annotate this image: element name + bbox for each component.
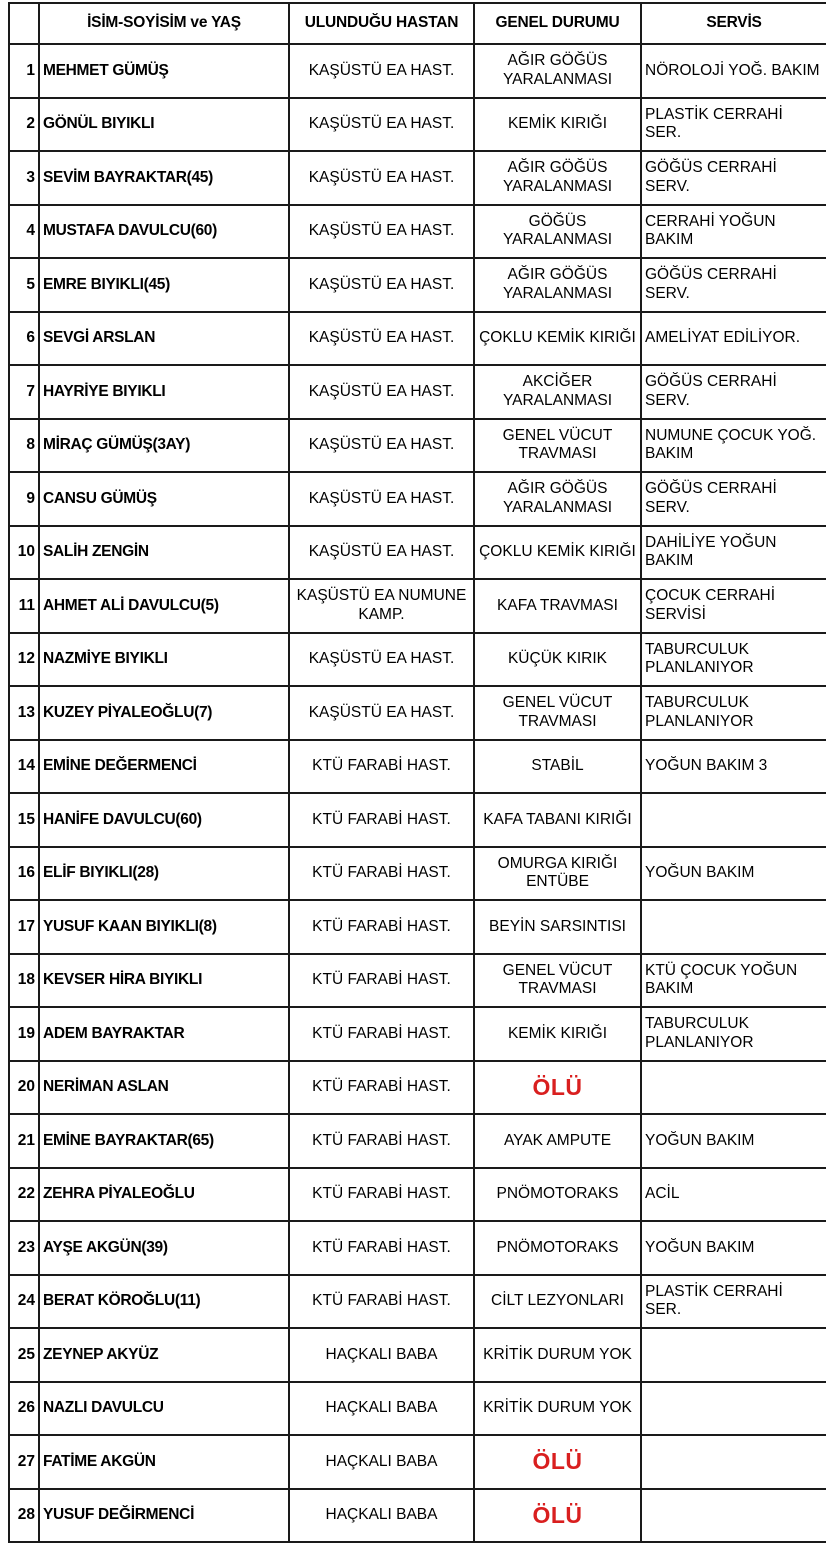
casualty-table — [8, 2, 826, 1543]
row-number: 25 — [9, 1328, 39, 1382]
patient-name: SEVİM BAYRAKTAR(45) — [39, 151, 289, 205]
row-number: 17 — [9, 900, 39, 954]
patient-name: HANİFE DAVULCU(60) — [39, 793, 289, 847]
patient-service: PLASTİK CERRAHİ SER. — [641, 1275, 826, 1329]
patient-service: TABURCULUK PLANLANIYOR — [641, 1007, 826, 1061]
row-number: 1 — [9, 44, 39, 98]
table-row — [9, 579, 826, 633]
table-row — [9, 312, 826, 366]
row-number: 3 — [9, 151, 39, 205]
patient-hospital: KTÜ FARABİ HAST. — [289, 740, 474, 794]
column-header-hospital-label: ULUNDUĞU HASTAN — [304, 14, 459, 32]
table-row — [9, 258, 826, 312]
table-row — [9, 1007, 826, 1061]
patient-service: GÖĞÜS CERRAHİ SERV. — [641, 258, 826, 312]
patient-hospital: KAŞÜSTÜ EA HAST. — [289, 472, 474, 526]
patient-hospital: KAŞÜSTÜ EA HAST. — [289, 365, 474, 419]
table-row — [9, 526, 826, 580]
table-row — [9, 1489, 826, 1543]
table-row — [9, 686, 826, 740]
row-number: 24 — [9, 1275, 39, 1329]
table-row — [9, 1435, 826, 1489]
row-number: 10 — [9, 526, 39, 580]
table-row — [9, 1328, 826, 1382]
table-row — [9, 44, 826, 98]
row-number: 5 — [9, 258, 39, 312]
patient-service: AMELİYAT EDİLİYOR. — [641, 312, 826, 366]
patient-hospital: KTÜ FARABİ HAST. — [289, 847, 474, 901]
patient-hospital: KAŞÜSTÜ EA HAST. — [289, 151, 474, 205]
table-header — [9, 3, 826, 44]
patient-name: EMİNE BAYRAKTAR(65) — [39, 1114, 289, 1168]
patient-condition: KRİTİK DURUM YOK — [474, 1328, 641, 1382]
patient-hospital: KAŞÜSTÜ EA HAST. — [289, 633, 474, 687]
patient-name: MUSTAFA DAVULCU(60) — [39, 205, 289, 259]
patient-condition: GENEL VÜCUT TRAVMASI — [474, 419, 641, 473]
patient-condition: AĞIR GÖĞÜS YARALANMASI — [474, 472, 641, 526]
table-row — [9, 740, 826, 794]
patient-hospital: HAÇKALI BABA — [289, 1382, 474, 1436]
column-header-name: İSİM-SOYİSİM ve YAŞ — [39, 3, 289, 44]
patient-hospital: KTÜ FARABİ HAST. — [289, 793, 474, 847]
row-number: 7 — [9, 365, 39, 419]
table-row — [9, 365, 826, 419]
column-header-service: SERVİS — [641, 3, 826, 44]
row-number: 13 — [9, 686, 39, 740]
patient-condition: AYAK AMPUTE — [474, 1114, 641, 1168]
patient-service — [641, 793, 826, 847]
patient-condition: STABİL — [474, 740, 641, 794]
table-body — [9, 44, 826, 1542]
patient-name: AHMET ALİ DAVULCU(5) — [39, 579, 289, 633]
patient-hospital: HAÇKALI BABA — [289, 1328, 474, 1382]
row-number: 27 — [9, 1435, 39, 1489]
patient-service: NUMUNE ÇOCUK YOĞ. BAKIM — [641, 419, 826, 473]
row-number: 14 — [9, 740, 39, 794]
patient-hospital: KTÜ FARABİ HAST. — [289, 1007, 474, 1061]
patient-condition: GENEL VÜCUT TRAVMASI — [474, 954, 641, 1008]
patient-name: AYŞE AKGÜN(39) — [39, 1221, 289, 1275]
patient-service: PLASTİK CERRAHİ SER. — [641, 98, 826, 152]
row-number: 26 — [9, 1382, 39, 1436]
patient-condition: ÖLÜ — [474, 1435, 641, 1489]
table-row — [9, 1275, 826, 1329]
patient-condition: BEYİN SARSINTISI — [474, 900, 641, 954]
table-row — [9, 847, 826, 901]
table-row — [9, 1114, 826, 1168]
patient-service: YOĞUN BAKIM — [641, 1114, 826, 1168]
patient-service: YOĞUN BAKIM — [641, 1221, 826, 1275]
patient-condition: AĞIR GÖĞÜS YARALANMASI — [474, 151, 641, 205]
row-number: 16 — [9, 847, 39, 901]
patient-hospital: KTÜ FARABİ HAST. — [289, 1275, 474, 1329]
patient-name: MEHMET GÜMÜŞ — [39, 44, 289, 98]
patient-hospital: KAŞÜSTÜ EA HAST. — [289, 44, 474, 98]
patient-service — [641, 1435, 826, 1489]
patient-name: NAZLI DAVULCU — [39, 1382, 289, 1436]
patient-condition: ÇOKLU KEMİK KIRIĞI — [474, 526, 641, 580]
patient-service — [641, 900, 826, 954]
patient-hospital: KTÜ FARABİ HAST. — [289, 1061, 474, 1115]
patient-service: NÖROLOJİ YOĞ. BAKIM — [641, 44, 826, 98]
table-row — [9, 793, 826, 847]
patient-service — [641, 1489, 826, 1543]
patient-name: NERİMAN ASLAN — [39, 1061, 289, 1115]
table-row — [9, 205, 826, 259]
row-number: 8 — [9, 419, 39, 473]
patient-name: HAYRİYE BIYIKLI — [39, 365, 289, 419]
patient-name: SEVGİ ARSLAN — [39, 312, 289, 366]
patient-hospital: KAŞÜSTÜ EA HAST. — [289, 258, 474, 312]
patient-service: TABURCULUK PLANLANIYOR — [641, 686, 826, 740]
row-number: 4 — [9, 205, 39, 259]
patient-condition: ÇOKLU KEMİK KIRIĞI — [474, 312, 641, 366]
patient-service — [641, 1328, 826, 1382]
row-number: 6 — [9, 312, 39, 366]
patient-hospital: KAŞÜSTÜ EA HAST. — [289, 419, 474, 473]
patient-hospital: KTÜ FARABİ HAST. — [289, 1114, 474, 1168]
row-number: 12 — [9, 633, 39, 687]
patient-condition: GENEL VÜCUT TRAVMASI — [474, 686, 641, 740]
patient-name: BERAT KÖROĞLU(11) — [39, 1275, 289, 1329]
table-row — [9, 900, 826, 954]
patient-condition: AĞIR GÖĞÜS YARALANMASI — [474, 44, 641, 98]
patient-condition: OMURGA KIRIĞI ENTÜBE — [474, 847, 641, 901]
patient-hospital: HAÇKALI BABA — [289, 1435, 474, 1489]
patient-hospital: KAŞÜSTÜ EA HAST. — [289, 526, 474, 580]
patient-name: NAZMİYE BIYIKLI — [39, 633, 289, 687]
patient-name: ZEHRA PİYALEOĞLU — [39, 1168, 289, 1222]
row-number: 11 — [9, 579, 39, 633]
patient-service: GÖĞÜS CERRAHİ SERV. — [641, 365, 826, 419]
row-number: 15 — [9, 793, 39, 847]
patient-service: YOĞUN BAKIM — [641, 847, 826, 901]
patient-service: KTÜ ÇOCUK YOĞUN BAKIM — [641, 954, 826, 1008]
table-row — [9, 954, 826, 1008]
row-number: 18 — [9, 954, 39, 1008]
patient-name: KUZEY PİYALEOĞLU(7) — [39, 686, 289, 740]
patient-condition: PNÖMOTORAKS — [474, 1168, 641, 1222]
patient-service: TABURCULUK PLANLANIYOR — [641, 633, 826, 687]
patient-condition: ÖLÜ — [474, 1489, 641, 1543]
patient-name: MİRAÇ GÜMÜŞ(3AY) — [39, 419, 289, 473]
row-number: 21 — [9, 1114, 39, 1168]
patient-hospital: KTÜ FARABİ HAST. — [289, 1168, 474, 1222]
patient-service: GÖĞÜS CERRAHİ SERV. — [641, 151, 826, 205]
row-number: 19 — [9, 1007, 39, 1061]
patient-condition: ÖLÜ — [474, 1061, 641, 1115]
column-header-hospital — [289, 3, 474, 44]
patient-hospital: KAŞÜSTÜ EA HAST. — [289, 205, 474, 259]
patient-hospital: KAŞÜSTÜ EA HAST. — [289, 686, 474, 740]
patient-name: YUSUF KAAN BIYIKLI(8) — [39, 900, 289, 954]
patient-service — [641, 1382, 826, 1436]
row-number: 28 — [9, 1489, 39, 1543]
patient-service: YOĞUN BAKIM 3 — [641, 740, 826, 794]
row-number: 22 — [9, 1168, 39, 1222]
patient-condition: AĞIR GÖĞÜS YARALANMASI — [474, 258, 641, 312]
patient-name: EMİNE DEĞERMENCİ — [39, 740, 289, 794]
patient-hospital: KAŞÜSTÜ EA NUMUNE KAMP. — [289, 579, 474, 633]
column-header-no — [9, 3, 39, 44]
table-row — [9, 633, 826, 687]
row-number: 23 — [9, 1221, 39, 1275]
patient-name: FATİME AKGÜN — [39, 1435, 289, 1489]
patient-name: ADEM BAYRAKTAR — [39, 1007, 289, 1061]
patient-hospital: KTÜ FARABİ HAST. — [289, 1221, 474, 1275]
table-row — [9, 1382, 826, 1436]
column-header-condition: GENEL DURUMU — [474, 3, 641, 44]
table-row — [9, 1168, 826, 1222]
patient-hospital: KAŞÜSTÜ EA HAST. — [289, 312, 474, 366]
patient-service: ÇOCUK CERRAHİ SERVİSİ — [641, 579, 826, 633]
table-row — [9, 151, 826, 205]
patient-name: EMRE BIYIKLI(45) — [39, 258, 289, 312]
patient-condition: KRİTİK DURUM YOK — [474, 1382, 641, 1436]
patient-name: KEVSER HİRA BIYIKLI — [39, 954, 289, 1008]
patient-condition: KAFA TRAVMASI — [474, 579, 641, 633]
patient-hospital: KTÜ FARABİ HAST. — [289, 900, 474, 954]
patient-condition: GÖĞÜS YARALANMASI — [474, 205, 641, 259]
header-row — [9, 3, 826, 44]
row-number: 20 — [9, 1061, 39, 1115]
patient-service: GÖĞÜS CERRAHİ SERV. — [641, 472, 826, 526]
table-row — [9, 1061, 826, 1115]
patient-name: GÖNÜL BIYIKLI — [39, 98, 289, 152]
table-row — [9, 1221, 826, 1275]
patient-name: CANSU GÜMÜŞ — [39, 472, 289, 526]
patient-service: ACİL — [641, 1168, 826, 1222]
patient-condition: KÜÇÜK KIRIK — [474, 633, 641, 687]
table-row — [9, 472, 826, 526]
patient-condition: KEMİK KIRIĞI — [474, 1007, 641, 1061]
row-number: 2 — [9, 98, 39, 152]
patient-service — [641, 1061, 826, 1115]
patient-condition: AKCİĞER YARALANMASI — [474, 365, 641, 419]
patient-hospital: KAŞÜSTÜ EA HAST. — [289, 98, 474, 152]
table-row — [9, 98, 826, 152]
patient-service: CERRAHİ YOĞUN BAKIM — [641, 205, 826, 259]
patient-name: SALİH ZENGİN — [39, 526, 289, 580]
patient-hospital: HAÇKALI BABA — [289, 1489, 474, 1543]
patient-condition: PNÖMOTORAKS — [474, 1221, 641, 1275]
patient-hospital: KTÜ FARABİ HAST. — [289, 954, 474, 1008]
row-number: 9 — [9, 472, 39, 526]
patient-condition: KEMİK KIRIĞI — [474, 98, 641, 152]
patient-condition: KAFA TABANI KIRIĞI — [474, 793, 641, 847]
table-row — [9, 419, 826, 473]
patient-name: ZEYNEP AKYÜZ — [39, 1328, 289, 1382]
patient-service: DAHİLİYE YOĞUN BAKIM — [641, 526, 826, 580]
patient-name: YUSUF DEĞİRMENCİ — [39, 1489, 289, 1543]
patient-name: ELİF BIYIKLI(28) — [39, 847, 289, 901]
patient-condition: CİLT LEZYONLARI — [474, 1275, 641, 1329]
